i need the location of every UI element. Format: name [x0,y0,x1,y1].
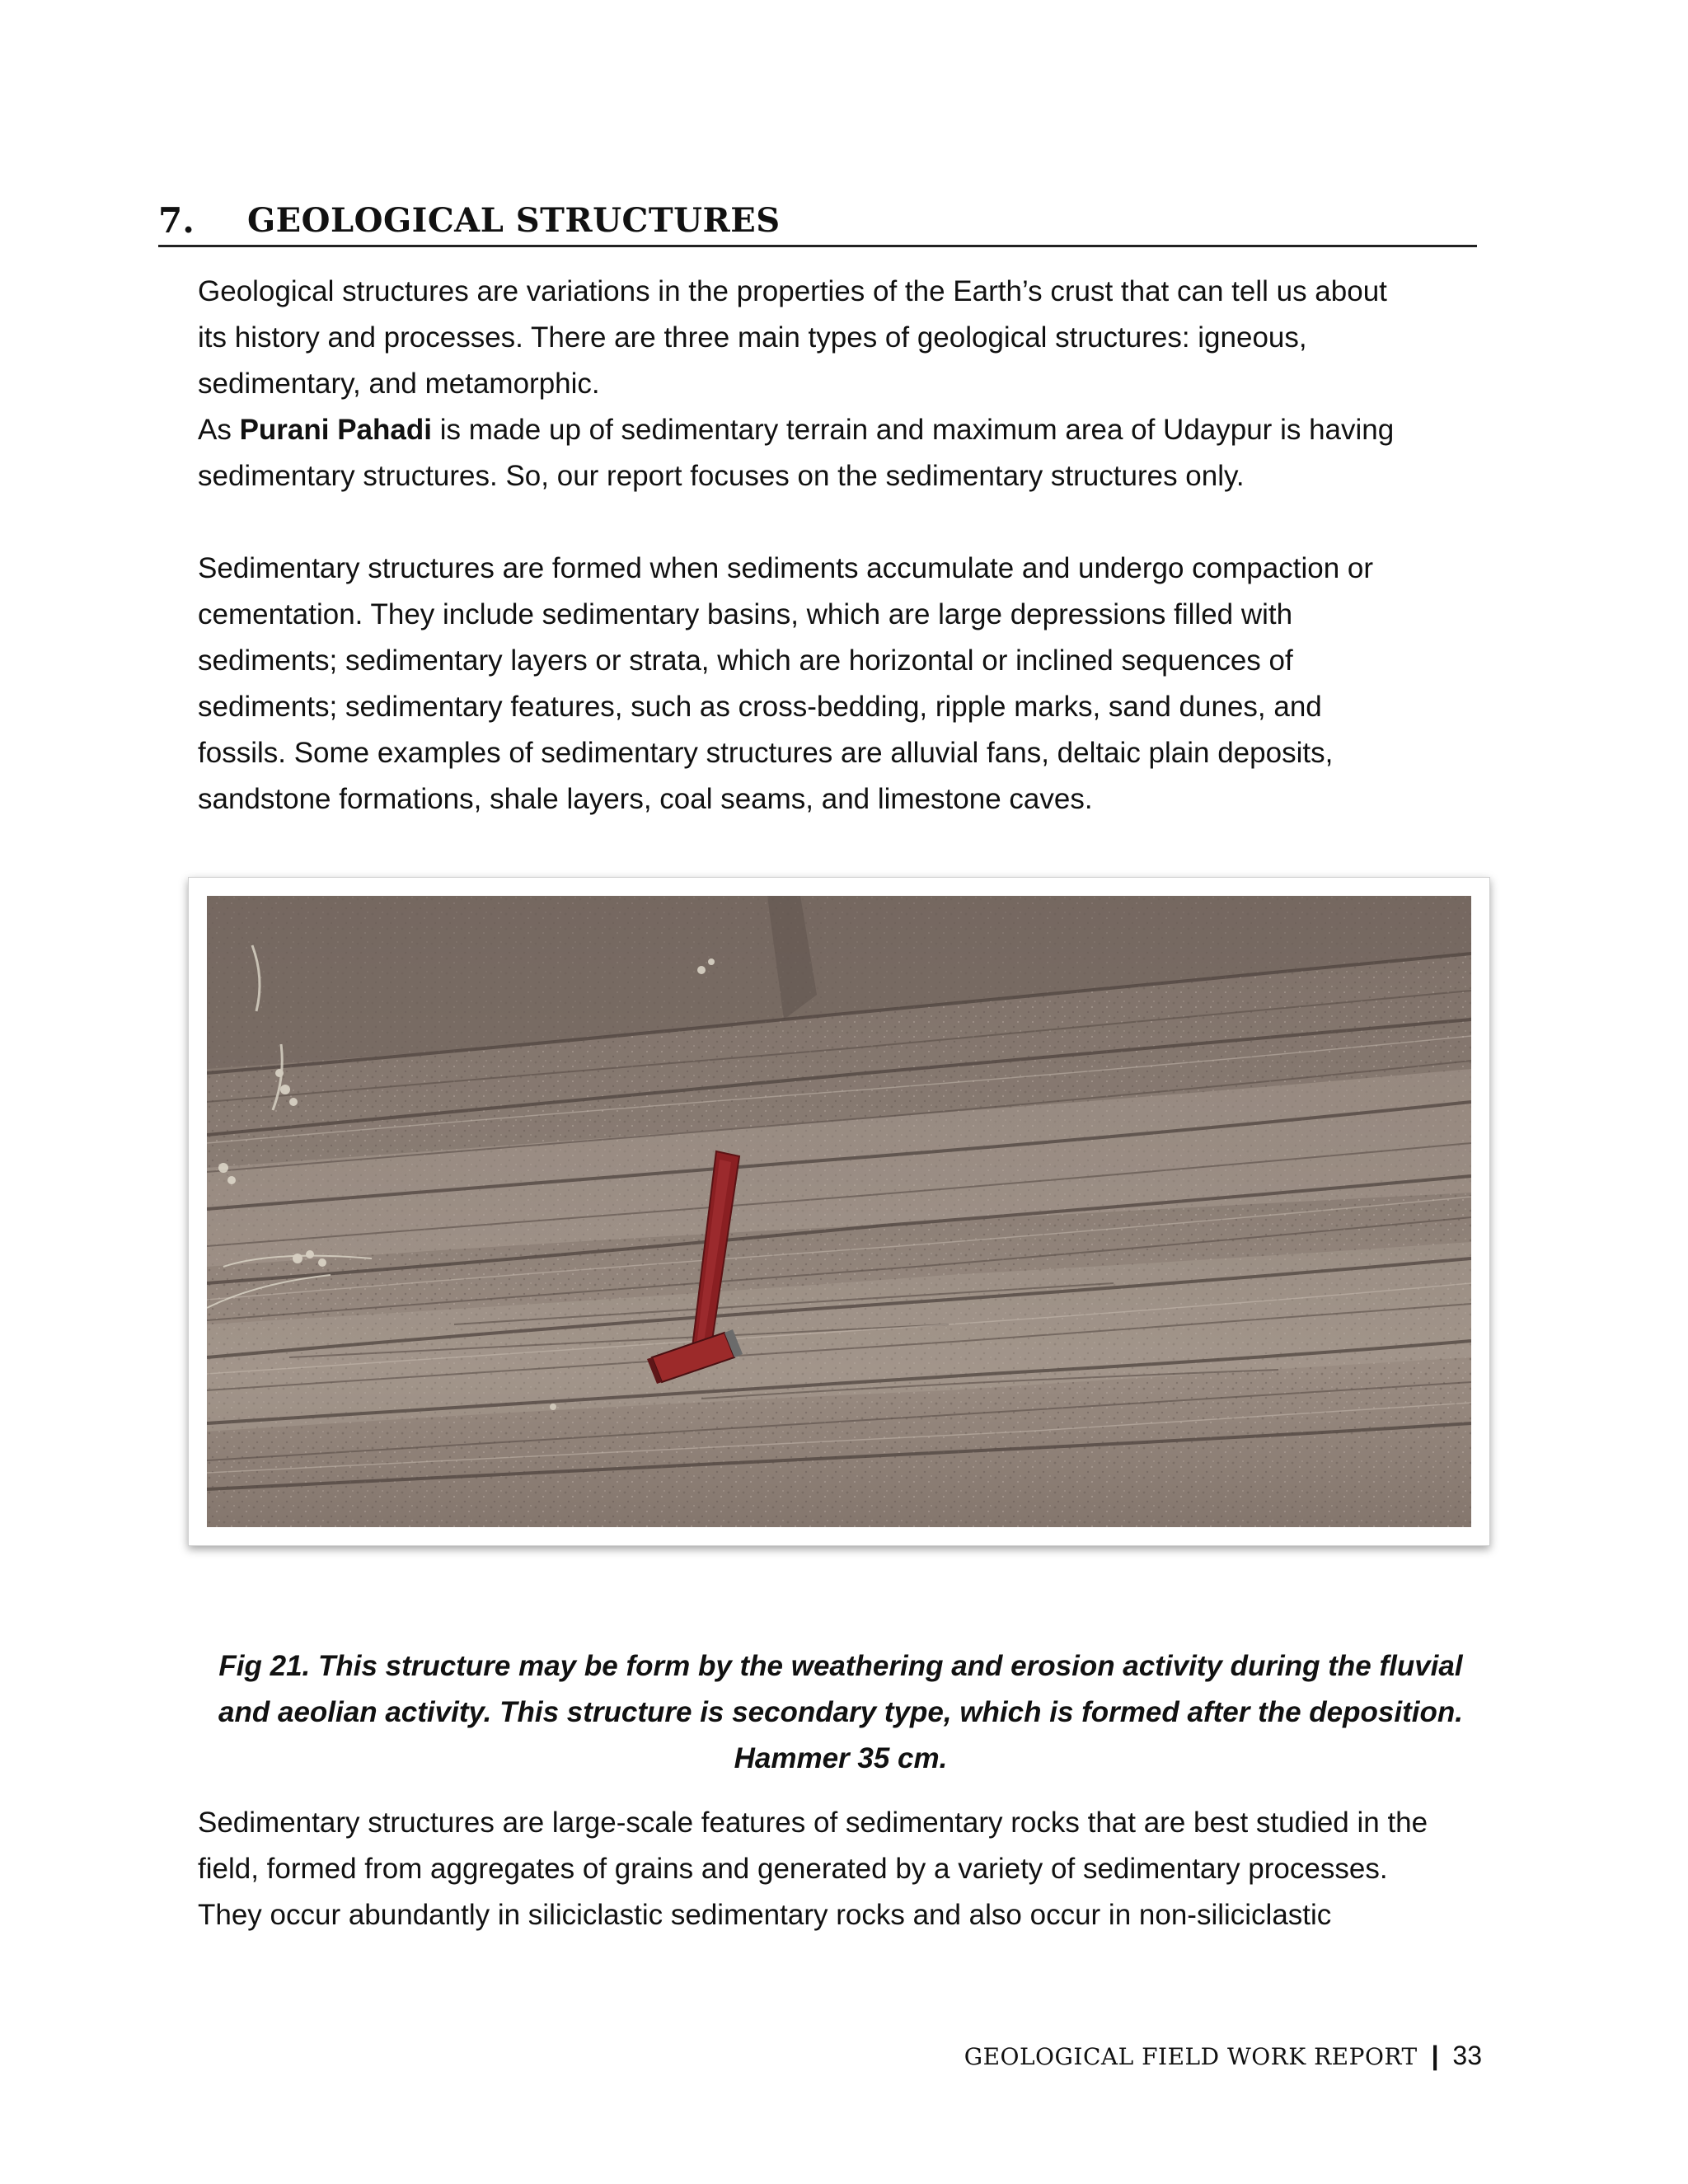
section-number: 7. [158,200,195,241]
intro-line: Geological structures are variations in the properties of the Earth’s crust that can tell us about [198,275,1387,307]
intro-text: As [198,414,240,446]
caption-line: Hammer 35 cm. [734,1742,948,1774]
section-heading [158,196,1477,247]
rock-outcrop-illustration [207,896,1471,1527]
page-number: 33 [1452,2041,1482,2070]
intro-line-with-bold [198,407,1484,453]
paragraph-line: sediments; sedimentary layers or strata, which are horizontal or inclined sequences of [198,644,1293,677]
paragraph-line: field, formed from aggregates of grains and generated by a variety of sedimentary processes. [198,1853,1388,1885]
paragraph-line: cementation. They include sedimentary basins, which are large depressions filled with [198,598,1293,630]
figure-caption [181,1643,1500,1782]
caption-line: Fig 21. This structure may be form by the weathering and erosion activity during the fluvial [218,1650,1463,1682]
paragraph-line: sediments; sedimentary features, such as cross-bedding, ripple marks, sand dunes, and [198,691,1322,723]
intro-paragraph [198,269,1484,499]
rock-outcrop-photo [207,896,1471,1527]
intro-line: its history and processes. There are three main types of geological structures: igneous, [198,321,1307,354]
intro-text: is made up of sedimentary terrain and maximum area of Udaypur is having [431,414,1395,446]
paragraph-line: They occur abundantly in siliciclastic sedimentary rocks and also occur in non-siliciclastic [198,1899,1332,1931]
caption-line: and aeolian activity. This structure is secondary type, which is formed after the deposition. [218,1696,1463,1728]
paragraph-line: Sedimentary structures are formed when sediments accumulate and undergo compaction or [198,552,1374,584]
location-name: Purani Pahadi [239,414,432,446]
intro-line: sedimentary, and metamorphic. [198,368,600,400]
footer-separator: | [1431,2041,1439,2070]
paragraph-line: Sedimentary structures are large-scale features of sedimentary rocks that are best studied in the [198,1807,1428,1839]
paragraph-line: fossils. Some examples of sedimentary structures are alluvial fans, deltaic plain deposits, [198,737,1334,769]
intro-line: sedimentary structures. So, our report focuses on the sedimentary structures only. [198,460,1245,492]
section-title: GEOLOGICAL STRUCTURES [247,201,781,240]
structures-paragraph [198,1800,1484,1938]
figure-frame [188,877,1490,1546]
report-title: GEOLOGICAL FIELD WORK REPORT [964,2043,1418,2070]
paragraph-line: sandstone formations, shale layers, coal seams, and limestone caves. [198,783,1093,815]
page-footer [964,2037,1482,2075]
sedimentary-paragraph [198,546,1484,823]
